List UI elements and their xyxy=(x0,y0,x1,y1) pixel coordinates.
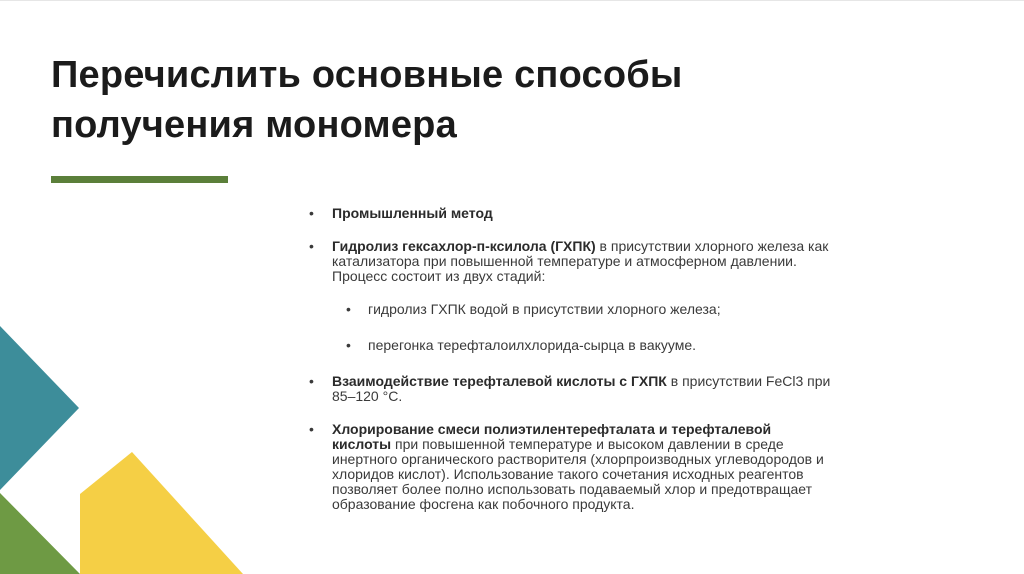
bullet-text: инертного органического растворителя (хлорпроизводных углеводородов и xyxy=(332,451,824,467)
bullet-marker: • xyxy=(309,421,314,437)
green-triangle-shape xyxy=(0,493,80,574)
bullet-text: в присутствии хлорного железа как xyxy=(595,238,829,254)
sub-bullet-text: перегонка терефталоилхлорида-сырца в вакууме. xyxy=(368,337,697,353)
bullet-marker: • xyxy=(346,337,351,353)
bullet-marker: • xyxy=(309,373,314,389)
bullet-marker: • xyxy=(309,238,314,254)
bullet-bold-text: кислоты xyxy=(332,436,392,452)
bullet-list xyxy=(306,206,966,512)
title-line-1: Перечислить основные способы xyxy=(51,54,683,96)
bullet-text: хлоридов кислот). Использование такого сочетания исходных реагентов xyxy=(332,466,804,482)
bullet-text: 85–120 °С. xyxy=(332,388,403,404)
bullet-text: Процесс состоит из двух стадий: xyxy=(332,268,546,284)
slide-title xyxy=(51,50,951,150)
bullet-bold-text: Гидролиз гексахлор-п-ксилола (ГХПК) xyxy=(332,238,596,254)
title-accent-bar xyxy=(51,176,228,183)
bullet-hydrolysis xyxy=(306,239,966,284)
bullet-marker: • xyxy=(309,205,314,221)
bullet-text: в присутствии FeCl3 при xyxy=(666,373,831,389)
bullet-bold-text: Взаимодействие терефталевой кислоты с ГХПК xyxy=(332,373,667,389)
bullet-text: катализатора при повышенной температуре и атмосферном давлении. xyxy=(332,253,797,269)
title-line-2: получения мономера xyxy=(51,104,457,146)
bullet-terephthalic-interaction xyxy=(306,374,966,404)
bullet-industrial-method xyxy=(306,206,966,221)
bullet-text: образование фосгена как побочного продукта. xyxy=(332,496,635,512)
teal-triangle-shape xyxy=(0,326,79,490)
bullet-bold-text: Промышленный метод xyxy=(332,205,493,221)
sub-bullet-text: гидролиз ГХПК водой в присутствии хлорного железа; xyxy=(368,301,721,317)
bullet-text: при повышенной температуре и высоком давлении в среде xyxy=(391,436,784,452)
sub-bullet-distillation xyxy=(306,338,966,353)
sub-bullet-hydrolysis-water xyxy=(306,302,966,317)
bullet-marker: • xyxy=(346,301,351,317)
bullet-text: позволяет более полно использовать подаваемый хлор и предотвращает xyxy=(332,481,812,497)
bullet-chlorination xyxy=(306,422,966,512)
bullet-bold-text: Хлорирование смеси полиэтилентерефталата и терефталевой xyxy=(332,421,772,437)
yellow-parallelogram-shape xyxy=(80,452,243,574)
